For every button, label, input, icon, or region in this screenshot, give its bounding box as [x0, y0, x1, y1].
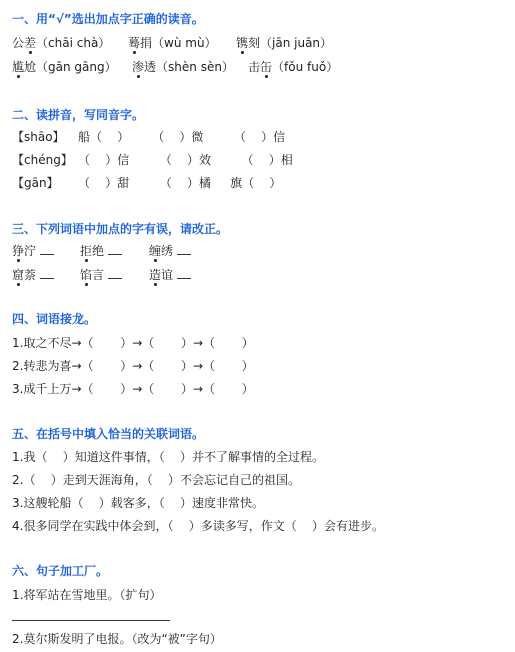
section3-heading: 三、下列词语中加点的字有误，请改正。: [12, 222, 229, 236]
sentence-task: 1.将军站在雪地里。（扩句）: [12, 588, 162, 602]
correction-item: 狰泞: [12, 243, 54, 259]
answer-blank[interactable]: [40, 243, 54, 255]
section2-heading: 二、读拼音，写同音字。: [12, 108, 145, 122]
correction-item: 窟萘: [12, 267, 54, 283]
pinyin-item: 尴尬（gān gāng）: [12, 60, 117, 74]
conjunction-item: 1.我（ ）知道这件事情，（ ）并不了解事情的全过程。: [12, 450, 324, 464]
pinyin-item: 公差（chāi chà）: [12, 36, 111, 50]
conjunction-item: 2.（ ）走到天涯海角，（ ）不会忘记自己的祖国。: [12, 473, 300, 487]
section6-heading: 六、句子加工厂。: [12, 564, 109, 578]
section1-heading: 一、用“√”选出加点字正确的读音。: [12, 12, 204, 26]
answer-blank[interactable]: [108, 267, 122, 279]
answer-line[interactable]: [12, 620, 170, 621]
section5-heading: 五、在括号中填入恰当的关联词语。: [12, 427, 205, 441]
homophone-row: 【chéng】 （ ）信 （ ）效 （ ）相: [12, 153, 293, 167]
answer-blank[interactable]: [177, 243, 191, 255]
answer-blank[interactable]: [108, 243, 122, 255]
idiom-chain-item: 2.转悲为喜→（ ）→（ ）→（ ）: [12, 359, 254, 373]
conjunction-item: 3.这艘轮船（ ）载客多，（ ）速度非常快。: [12, 496, 264, 510]
answer-blank[interactable]: [40, 267, 54, 279]
idiom-chain-item: 3.成千上万→（ ）→（ ）→（ ）: [12, 382, 254, 396]
answer-blank[interactable]: [177, 267, 191, 279]
homophone-row: 【gān】 （ ）甜 （ ）橘 旗（ ）: [12, 176, 282, 190]
pinyin-item: 渗透（shèn sèn）: [132, 60, 234, 74]
pinyin-item: 蓦捐（wù mù）: [128, 36, 217, 50]
correction-item: 馅言: [80, 267, 122, 283]
pinyin-item: 镌刻（jān juān）: [236, 36, 333, 50]
homophone-row: 【shāo】 船（ ） （ ）微 （ ）信: [12, 130, 286, 144]
pinyin-item: 击缶（fǒu fuǒ）: [248, 60, 339, 74]
correction-item: 造谊: [149, 267, 191, 283]
correction-item: 拒绝: [80, 243, 122, 259]
idiom-chain-item: 1.取之不尽→（ ）→（ ）→（ ）: [12, 336, 254, 350]
sentence-task: 2.莫尔斯发明了电报。（改为“被”字句）: [12, 632, 222, 646]
conjunction-item: 4.很多同学在实践中体会到，（ ）多读多写，作文（ ）会有进步。: [12, 519, 384, 533]
section4-heading: 四、词语接龙。: [12, 312, 97, 326]
correction-item: 缠绣: [149, 243, 191, 259]
